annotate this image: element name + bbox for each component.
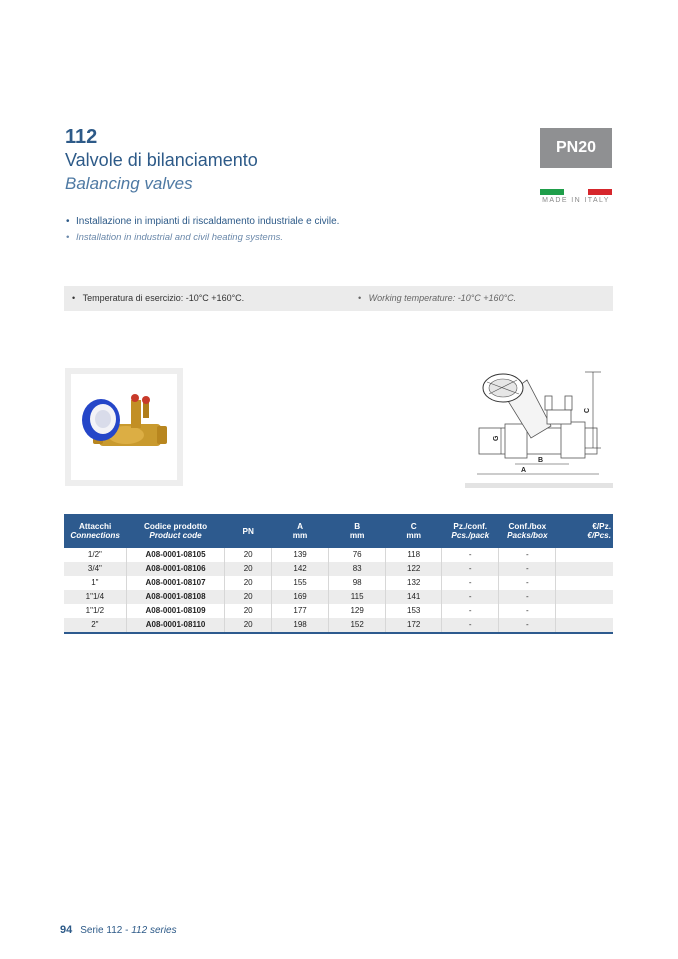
table-cell: 83 bbox=[329, 562, 386, 576]
table-row bbox=[64, 604, 613, 618]
table-cell: 76 bbox=[329, 548, 386, 562]
col-header-product-code: Codice prodotto Product code bbox=[126, 514, 225, 548]
table-cell: - bbox=[442, 618, 499, 633]
table-row bbox=[64, 562, 613, 576]
application-bullet-en: • Installation in industrial and civil heating systems. bbox=[66, 232, 283, 243]
dim-label-b: B bbox=[538, 457, 544, 464]
table-cell: - bbox=[499, 562, 556, 576]
table-cell: 155 bbox=[272, 576, 329, 590]
product-table bbox=[64, 514, 613, 634]
table-cell: 98 bbox=[329, 576, 386, 590]
col-header-packs-box: Conf./box Packs/box bbox=[499, 514, 556, 548]
table-cell: 177 bbox=[272, 604, 329, 618]
table-cell: 198 bbox=[272, 618, 329, 633]
table-cell: - bbox=[499, 548, 556, 562]
table-cell: 3/4" bbox=[64, 562, 126, 576]
table-cell: 2" bbox=[64, 618, 126, 633]
page-subtitle: Balancing valves bbox=[65, 174, 193, 193]
table-cell: 141 bbox=[386, 590, 442, 604]
table-cell: A08-0001-08110 bbox=[126, 618, 225, 633]
table-cell bbox=[556, 562, 613, 576]
table-cell: - bbox=[442, 590, 499, 604]
table-cell: - bbox=[499, 618, 556, 633]
table-cell: 20 bbox=[225, 604, 272, 618]
product-code-title: 112 bbox=[65, 126, 98, 148]
table-cell bbox=[556, 548, 613, 562]
bullet-icon: • bbox=[66, 216, 70, 227]
series-label-en: 112 series bbox=[131, 925, 177, 936]
table-cell: - bbox=[499, 604, 556, 618]
dim-label-a: A bbox=[521, 467, 527, 474]
table-cell: 115 bbox=[329, 590, 386, 604]
col-header-b: B mm bbox=[329, 514, 386, 548]
table-row bbox=[64, 576, 613, 590]
table-cell: 20 bbox=[225, 618, 272, 633]
table-cell: A08-0001-08106 bbox=[126, 562, 225, 576]
application-bullet: • Installazione in impianti di riscaldamento industriale e civile. bbox=[66, 216, 340, 227]
page-number: 94 bbox=[60, 924, 73, 936]
table-cell: 139 bbox=[272, 548, 329, 562]
table-row bbox=[64, 618, 613, 633]
table-cell: 129 bbox=[329, 604, 386, 618]
col-header-c: C mm bbox=[386, 514, 442, 548]
technical-drawing bbox=[465, 366, 613, 488]
bullet-icon: • bbox=[66, 232, 70, 243]
table-cell: - bbox=[442, 562, 499, 576]
dim-label-g: G bbox=[493, 435, 500, 441]
table-cell: A08-0001-08108 bbox=[126, 590, 225, 604]
table-cell: 122 bbox=[386, 562, 442, 576]
table-cell: A08-0001-08105 bbox=[126, 548, 225, 562]
temperature-en: • Working temperature: -10°C +160°C. bbox=[358, 293, 517, 303]
col-header-price: €/Pz. €/Pcs. bbox=[556, 514, 613, 548]
table-cell: - bbox=[499, 590, 556, 604]
table-header-row bbox=[64, 514, 613, 548]
table-cell: - bbox=[442, 576, 499, 590]
table-cell bbox=[556, 604, 613, 618]
table-cell: 169 bbox=[272, 590, 329, 604]
product-photo bbox=[65, 368, 183, 486]
table-cell: 142 bbox=[272, 562, 329, 576]
made-in-italy-label: MADE IN ITALY bbox=[542, 197, 610, 204]
col-header-pn: PN bbox=[225, 514, 272, 548]
table-cell: 20 bbox=[225, 576, 272, 590]
table-cell bbox=[556, 576, 613, 590]
italy-flag-icon bbox=[540, 189, 612, 195]
table-cell: 20 bbox=[225, 590, 272, 604]
col-header-a: A mm bbox=[272, 514, 329, 548]
table-cell: - bbox=[442, 604, 499, 618]
table-row bbox=[64, 590, 613, 604]
table-cell: A08-0001-08107 bbox=[126, 576, 225, 590]
table-cell: - bbox=[499, 576, 556, 590]
table-cell: 153 bbox=[386, 604, 442, 618]
table-cell: 1" bbox=[64, 576, 126, 590]
table-cell: 20 bbox=[225, 548, 272, 562]
col-header-connections: Attacchi Connections bbox=[64, 514, 126, 548]
page-title: Valvole di bilanciamento bbox=[65, 150, 258, 170]
table-cell: - bbox=[442, 548, 499, 562]
table-cell: 132 bbox=[386, 576, 442, 590]
table-cell bbox=[556, 618, 613, 633]
pn-badge: PN20 bbox=[540, 128, 612, 168]
page-footer bbox=[60, 924, 177, 936]
table-cell: 1"1/2 bbox=[64, 604, 126, 618]
col-header-pcs-pack: Pz./conf. Pcs./pack bbox=[442, 514, 499, 548]
table-cell: 1/2" bbox=[64, 548, 126, 562]
table-cell: 1"1/4 bbox=[64, 590, 126, 604]
table-row bbox=[64, 548, 613, 562]
series-label: Serie 112 - bbox=[80, 925, 129, 936]
temperature-it: • Temperatura di esercizio: -10°C +160°C. bbox=[72, 293, 245, 303]
table-cell: 118 bbox=[386, 548, 442, 562]
table-cell bbox=[556, 590, 613, 604]
table-cell: 152 bbox=[329, 618, 386, 633]
table-cell: A08-0001-08109 bbox=[126, 604, 225, 618]
table-cell: 20 bbox=[225, 562, 272, 576]
table-cell: 172 bbox=[386, 618, 442, 633]
dim-label-c: C bbox=[584, 407, 591, 413]
temperature-bar bbox=[64, 286, 613, 311]
valve-photo-icon bbox=[71, 374, 177, 480]
